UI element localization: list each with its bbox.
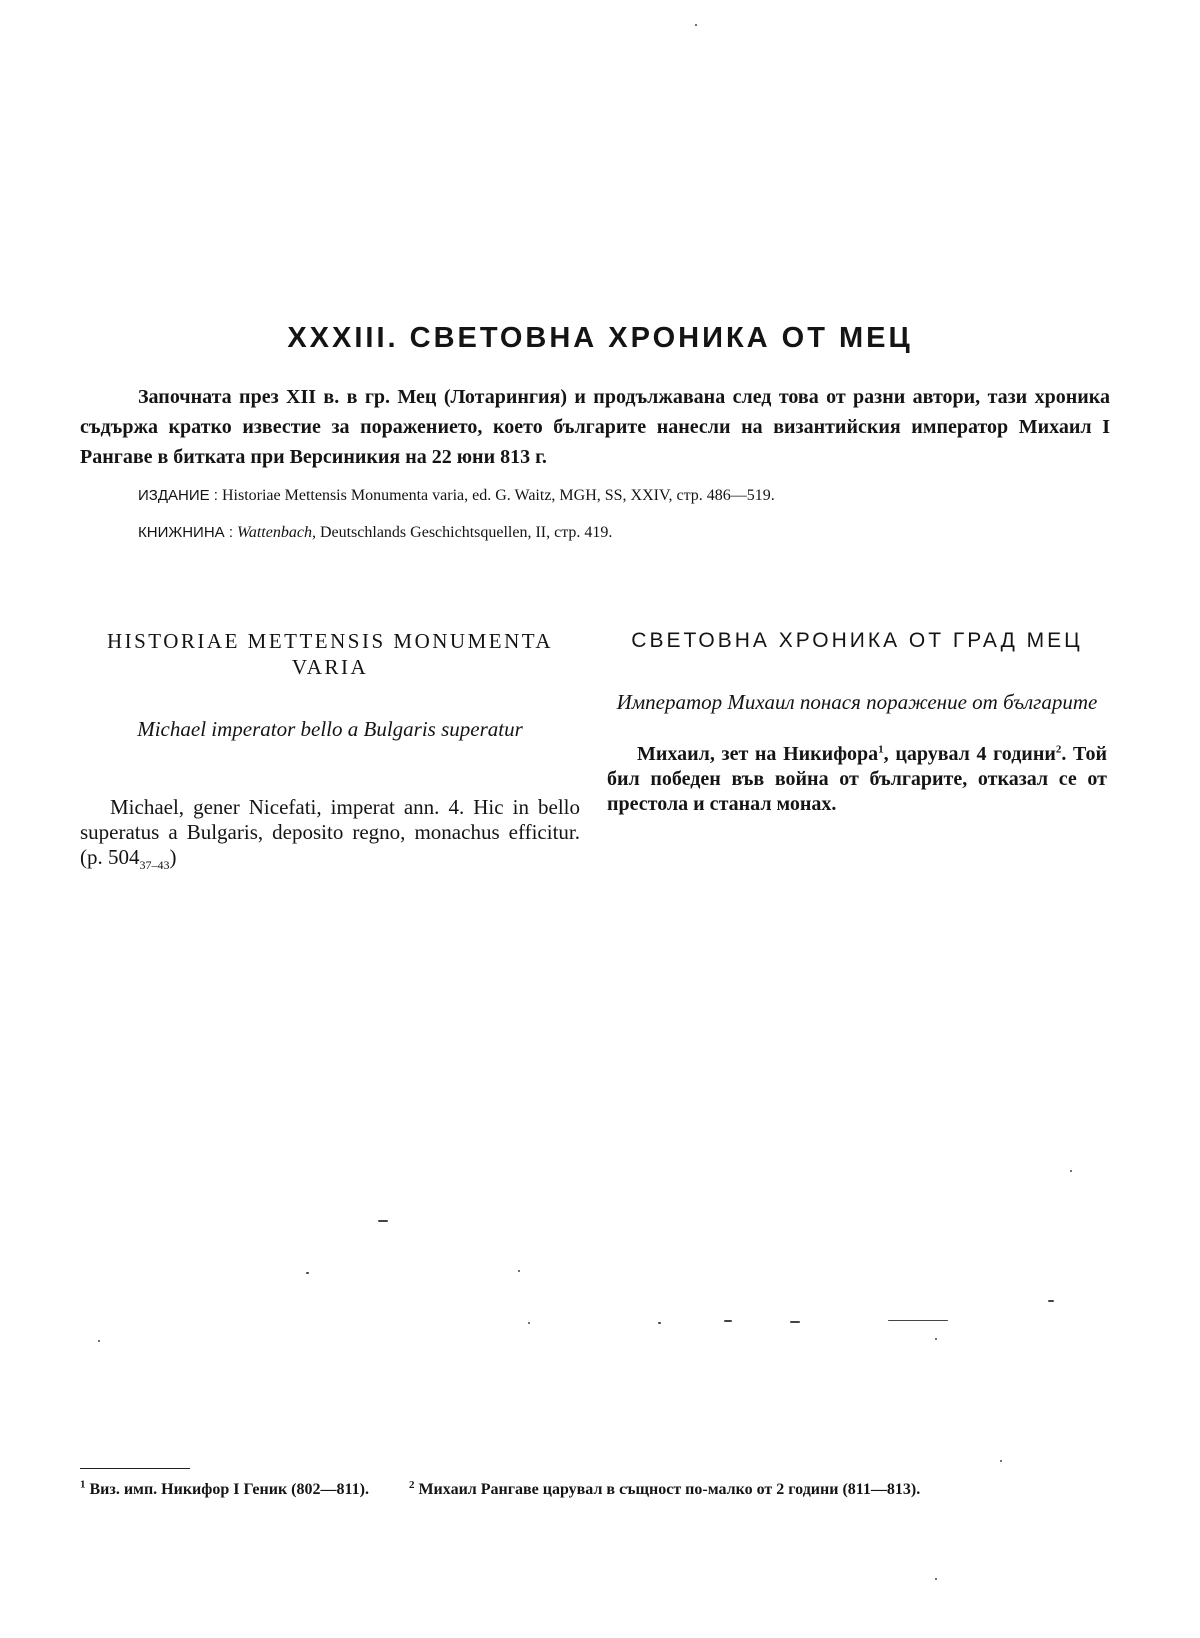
scan-speck <box>724 1320 732 1322</box>
scan-speck <box>658 1322 661 1324</box>
latin-subheading: Michael imperator bello a Bulgaris superatur <box>137 717 523 741</box>
edition-reference <box>138 485 1118 507</box>
edition-text: Historiae Mettensis Monumenta varia, ed. G. Waitz, MGH, SS, XXIV, стр. 486—519. <box>221 487 775 504</box>
footnote-1-text: Виз. имп. Никифор I Геник (802—811). <box>89 1481 369 1498</box>
scan-speck <box>1000 1460 1002 1462</box>
footnote-ref-1: 1 <box>878 743 884 756</box>
edition-label: ИЗДАНИЕ : <box>138 487 218 504</box>
bulgarian-text <box>607 742 1107 817</box>
scan-speck <box>528 1322 530 1324</box>
bulgarian-subheading: Император Михаил понася поражение от българите <box>616 690 1098 714</box>
scan-speck <box>695 24 697 26</box>
literature-reference <box>138 522 1118 544</box>
footnote-1-mark: 1 <box>80 1478 86 1491</box>
scan-speck <box>935 1578 937 1580</box>
literature-label: КНИЖНИНА : <box>138 524 233 541</box>
footnote-2-mark: 2 <box>408 1478 415 1491</box>
scan-speck <box>98 1340 100 1342</box>
bulgarian-text-part3: . Той бил победен във война от българите, отказал се от престола и станал монах. <box>607 743 1108 815</box>
scan-speck <box>518 1270 520 1272</box>
scan-speck <box>378 1220 388 1222</box>
scan-speck <box>790 1321 800 1323</box>
footnote-2-text: Михаил Рангаве царувал в същност по-малко от 2 години (811—813). <box>418 1481 921 1498</box>
scan-speck <box>1070 1170 1072 1172</box>
scan-speck <box>888 1320 948 1321</box>
latin-text-end: ) <box>169 845 177 869</box>
literature-author: Wattenbach, <box>237 524 316 541</box>
latin-text-body: Michael, gener Nicefati, imperat ann. 4. Hic in bello superatus a Bulgaris, deposito regno, monachus efficitur. (p. 504 <box>80 795 580 869</box>
page-range-subscript: 37–43 <box>139 858 170 873</box>
chapter-title: XXXIII. СВЕТОВНА ХРОНИКА ОТ МЕЦ <box>287 322 913 354</box>
scan-speck <box>306 1272 309 1274</box>
bulgarian-column <box>607 628 1107 817</box>
footnote-ref-2: 2 <box>1055 743 1062 756</box>
scan-speck <box>935 1338 937 1340</box>
bulgarian-heading: СВЕТОВНА ХРОНИКА ОТ ГРАД МЕЦ <box>631 629 1083 652</box>
latin-text <box>80 795 580 873</box>
latin-column <box>80 628 580 873</box>
bulgarian-text-part1: Михаил, зет на Никифора <box>637 743 879 765</box>
literature-text: Deutschlands Geschichtsquellen, II, стр. 419. <box>319 524 613 541</box>
intro-paragraph: Започната през XII в. в гр. Мец (Лотарингия) и продължавана след това от разни автори, тази хроника съдържа кратко известие за поражението, което българите нанесли на византийския император Михаил I Рангаве в битката при Версиникия на 22 юни 813 г. <box>80 386 1110 468</box>
bulgarian-text-part2: , царувал 4 години <box>883 743 1056 765</box>
latin-heading: HISTORIAE METTENSIS MONUMENTA VARIA <box>106 629 554 679</box>
footnotes <box>80 1478 1110 1501</box>
footnote-divider <box>80 1468 190 1469</box>
scan-speck <box>1048 1300 1054 1302</box>
